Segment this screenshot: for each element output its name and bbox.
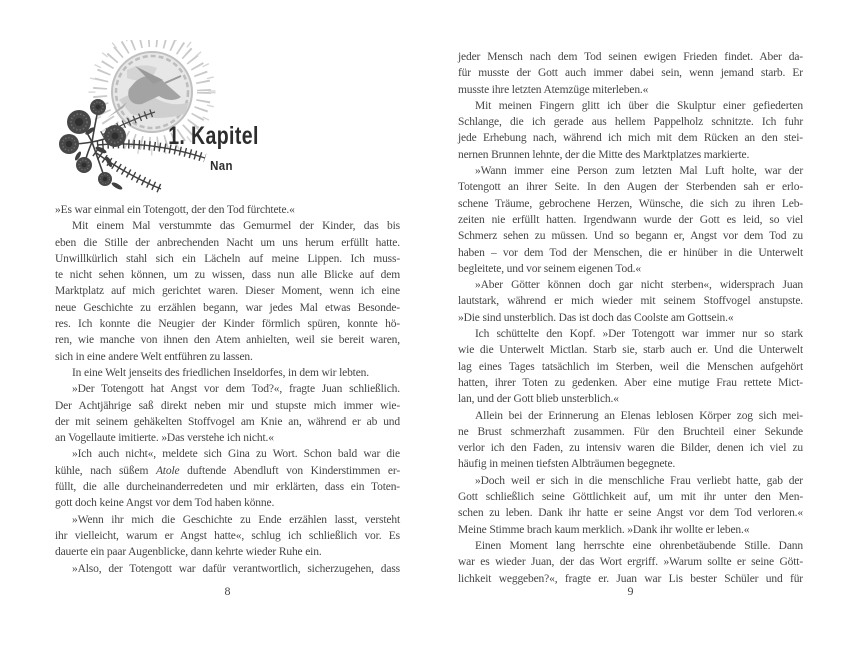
text-line: schen zu leben. Dank ihr hatte er seine Angst vor dem Tod verloren.« [458, 507, 803, 520]
text-line: Meine Stimme brach kaum merklich. »Dank ihr wollte er leben.« [458, 523, 750, 536]
text-line: In eine Welt jenseits des friedlichen Inseldorfes, in dem wir lebten. [72, 366, 370, 379]
text-line: »Also, der Totengott war dafür verantwortlich, sicherzugehen, dass [72, 562, 400, 575]
text-line: Ich schüttelte den Kopf. »Der Totengott war immer nur so stark [475, 328, 803, 341]
text-line: »Doch weil er sich in die menschliche Frau verliebt hatte, gab der [475, 474, 803, 487]
text-line: ne Brust schmerzhaft zusammen. Für den Bruchteil einer Sekunde [458, 425, 803, 438]
left-page-number: 8 [224, 584, 231, 598]
text-line: an Vogellaute imitierte. »Das verstehe ich nicht.« [55, 432, 274, 445]
text-line: lan, und der Gott blieb unsterblich.« [458, 393, 619, 406]
text-line: wie die Unterwelt Mictlan. Starb sie, starb auch er. Und die Unterwelt [458, 344, 803, 357]
text-line: jede Erhebung nach, während ich mich mit dem Rücken an den stei- [458, 132, 803, 145]
text-line: ihr vielleicht, warum er Angst hatte«, schlug ich schließlich vor. Es [55, 529, 400, 542]
text-line: Allein bei der Erinnerung an Elenas leblosen Körper zog sich mei- [475, 409, 803, 422]
text-line: haben – vor dem Tod der Menschen, die er hinüber in die Unterwelt [458, 246, 803, 259]
chapter-subtitle: Nan [210, 158, 233, 173]
text-line: jeder Mensch nach dem Tod seinen ewigen Frieden findet. Aber da- [458, 51, 803, 63]
text-line: der mit seinem gehäkelten Stoffvogel am Knie an, während er ab und [55, 415, 400, 428]
text-line: kühle, nach süßem Atole duftende Abendluft von Kinderstimmen er- [55, 464, 400, 477]
text-line: zeiten nie erfüllt hatten. Irgendwann wurde der Gott es leid, so viel [458, 213, 803, 226]
left-page-text [55, 202, 400, 577]
text-line: Marktplatz auf mich gerichtet waren. Dieser Moment, wenn ich eine [55, 285, 400, 298]
text-line: Der Achtjährige saß direkt neben mir und stupste mich immer wie- [55, 399, 400, 412]
chapter-title: 1. Kapitel [168, 122, 259, 150]
text-line: »Es war einmal ein Totengott, der den Tod fürchtete.« [55, 204, 295, 216]
text-line: »Wenn ihr mich die Geschichte zu Ende erzählen lasst, versteht [72, 513, 400, 526]
text-line: gott doch keine Angst vor dem Tod haben könne. [55, 497, 275, 510]
text-line: häufig in meinen tiefsten Albträumen begegnete. [458, 458, 676, 471]
text-line: Schlange, die ich gerade aus hellem Pappelholz schnitzte. Ich fuhr [458, 116, 803, 129]
text-line: für musste der Gott auch immer dabei sein, wenn jemand starb. Er [458, 67, 803, 80]
text-line: dauerte ein paar Augenblicke, dann kehrte wieder Ruhe ein. [55, 546, 322, 559]
text-line: te nicht sehen können, um zu wissen, dass nun alle Blicke auf dem [55, 269, 400, 282]
text-line: ren, wie manche von ihnen den Atem anhielten, weil sie bereit waren, [55, 334, 400, 347]
text-line: »Ich auch nicht«, meldete sich Gina zu Wort. Schon bald war die [72, 448, 400, 461]
text-line: lag eines Tages tatsächlich im Sterben, weil die Menschen aufgehört [458, 360, 803, 373]
text-line: begleitete, und vor seinem eigenen Tod.« [458, 262, 641, 275]
text-line: verlor ich den Faden, zu intensiv waren die Bilder, denen ich viel zu [458, 442, 803, 455]
right-page-number: 9 [627, 584, 634, 598]
text-line: Schmerz sehen zu müssen. Und so begann er, Angst vor dem Tod zu [458, 230, 803, 243]
text-line: füllt, die alle durcheinanderredeten und mir erklärten, dass ein Toten- [55, 481, 400, 494]
text-line: musste ihre letzten Atemzüge miterleben.« [458, 83, 649, 96]
text-line: Gott schließlich seine Göttlichkeit auf, um mit ihr unter den Men- [458, 491, 803, 504]
text-line: nernen Brunnen lehnte, der die Mitte des Marktplatzes markierte. [458, 148, 750, 161]
text-line: res. Ich konnte die Neugier der Kinder förmlich spüren, konnte hö- [55, 318, 400, 331]
text-line: lautstark, während er mich wieder mit seinem Stoffvogel anstupste. [458, 295, 803, 308]
text-line: lichkeit weggeben?«, fragte er. Juan war Lis bester Schüler und für [458, 572, 803, 585]
text-line: schene Träume, gebrochene Herzen, Wünsche, die sich zu ihren Leb- [458, 197, 803, 210]
text-line: war es wieder Juan, der das Wort ergriff. »Warum sollte er seine Gött- [458, 556, 803, 569]
text-line: hatten, ihrer Toten zu gedenken. Aber eine mutige Frau rettete Mict- [458, 376, 803, 389]
right-page-text [458, 49, 803, 587]
right-page[interactable] [458, 0, 803, 648]
text-line: »Wann immer eine Person zum letzten Mal Luft holte, war der [475, 165, 803, 178]
text-line: Mit einem Mal verstummte das Gemurmel der Kinder, das bis [72, 220, 400, 233]
text-line: sich in eine andere Welt entführen zu lassen. [55, 350, 253, 363]
text-line: »Die sind unsterblich. Das ist doch das Coolste am Gottsein.« [458, 311, 734, 324]
text-line: Totengott an ihrer Seite. In den Augen der Sterbenden sah er erlo- [458, 181, 803, 194]
text-line: neue Geschichte zu erzählen begann, war jedes Mal etwas Besonde- [55, 301, 400, 314]
left-page[interactable] [55, 0, 400, 648]
text-line: Mit meinen Fingern glitt ich über die Skulptur einer gefiederten [475, 99, 803, 112]
text-line: eben die Stille der anbrechenden Nacht um uns herum erfüllt hatte. [55, 236, 400, 249]
text-line: Einen Moment lang herrschte eine ohrenbetäubende Stille. Dann [475, 539, 803, 552]
text-line: »Aber Götter können doch gar nicht sterben«, widersprach Juan [475, 279, 803, 292]
text-line: »Der Totengott hat Angst vor dem Tod?«, fragte Juan schließlich. [72, 383, 400, 396]
text-line: Unwillkürlich stahl sich ein Lächeln auf meine Lippen. Ich muss- [55, 252, 400, 265]
